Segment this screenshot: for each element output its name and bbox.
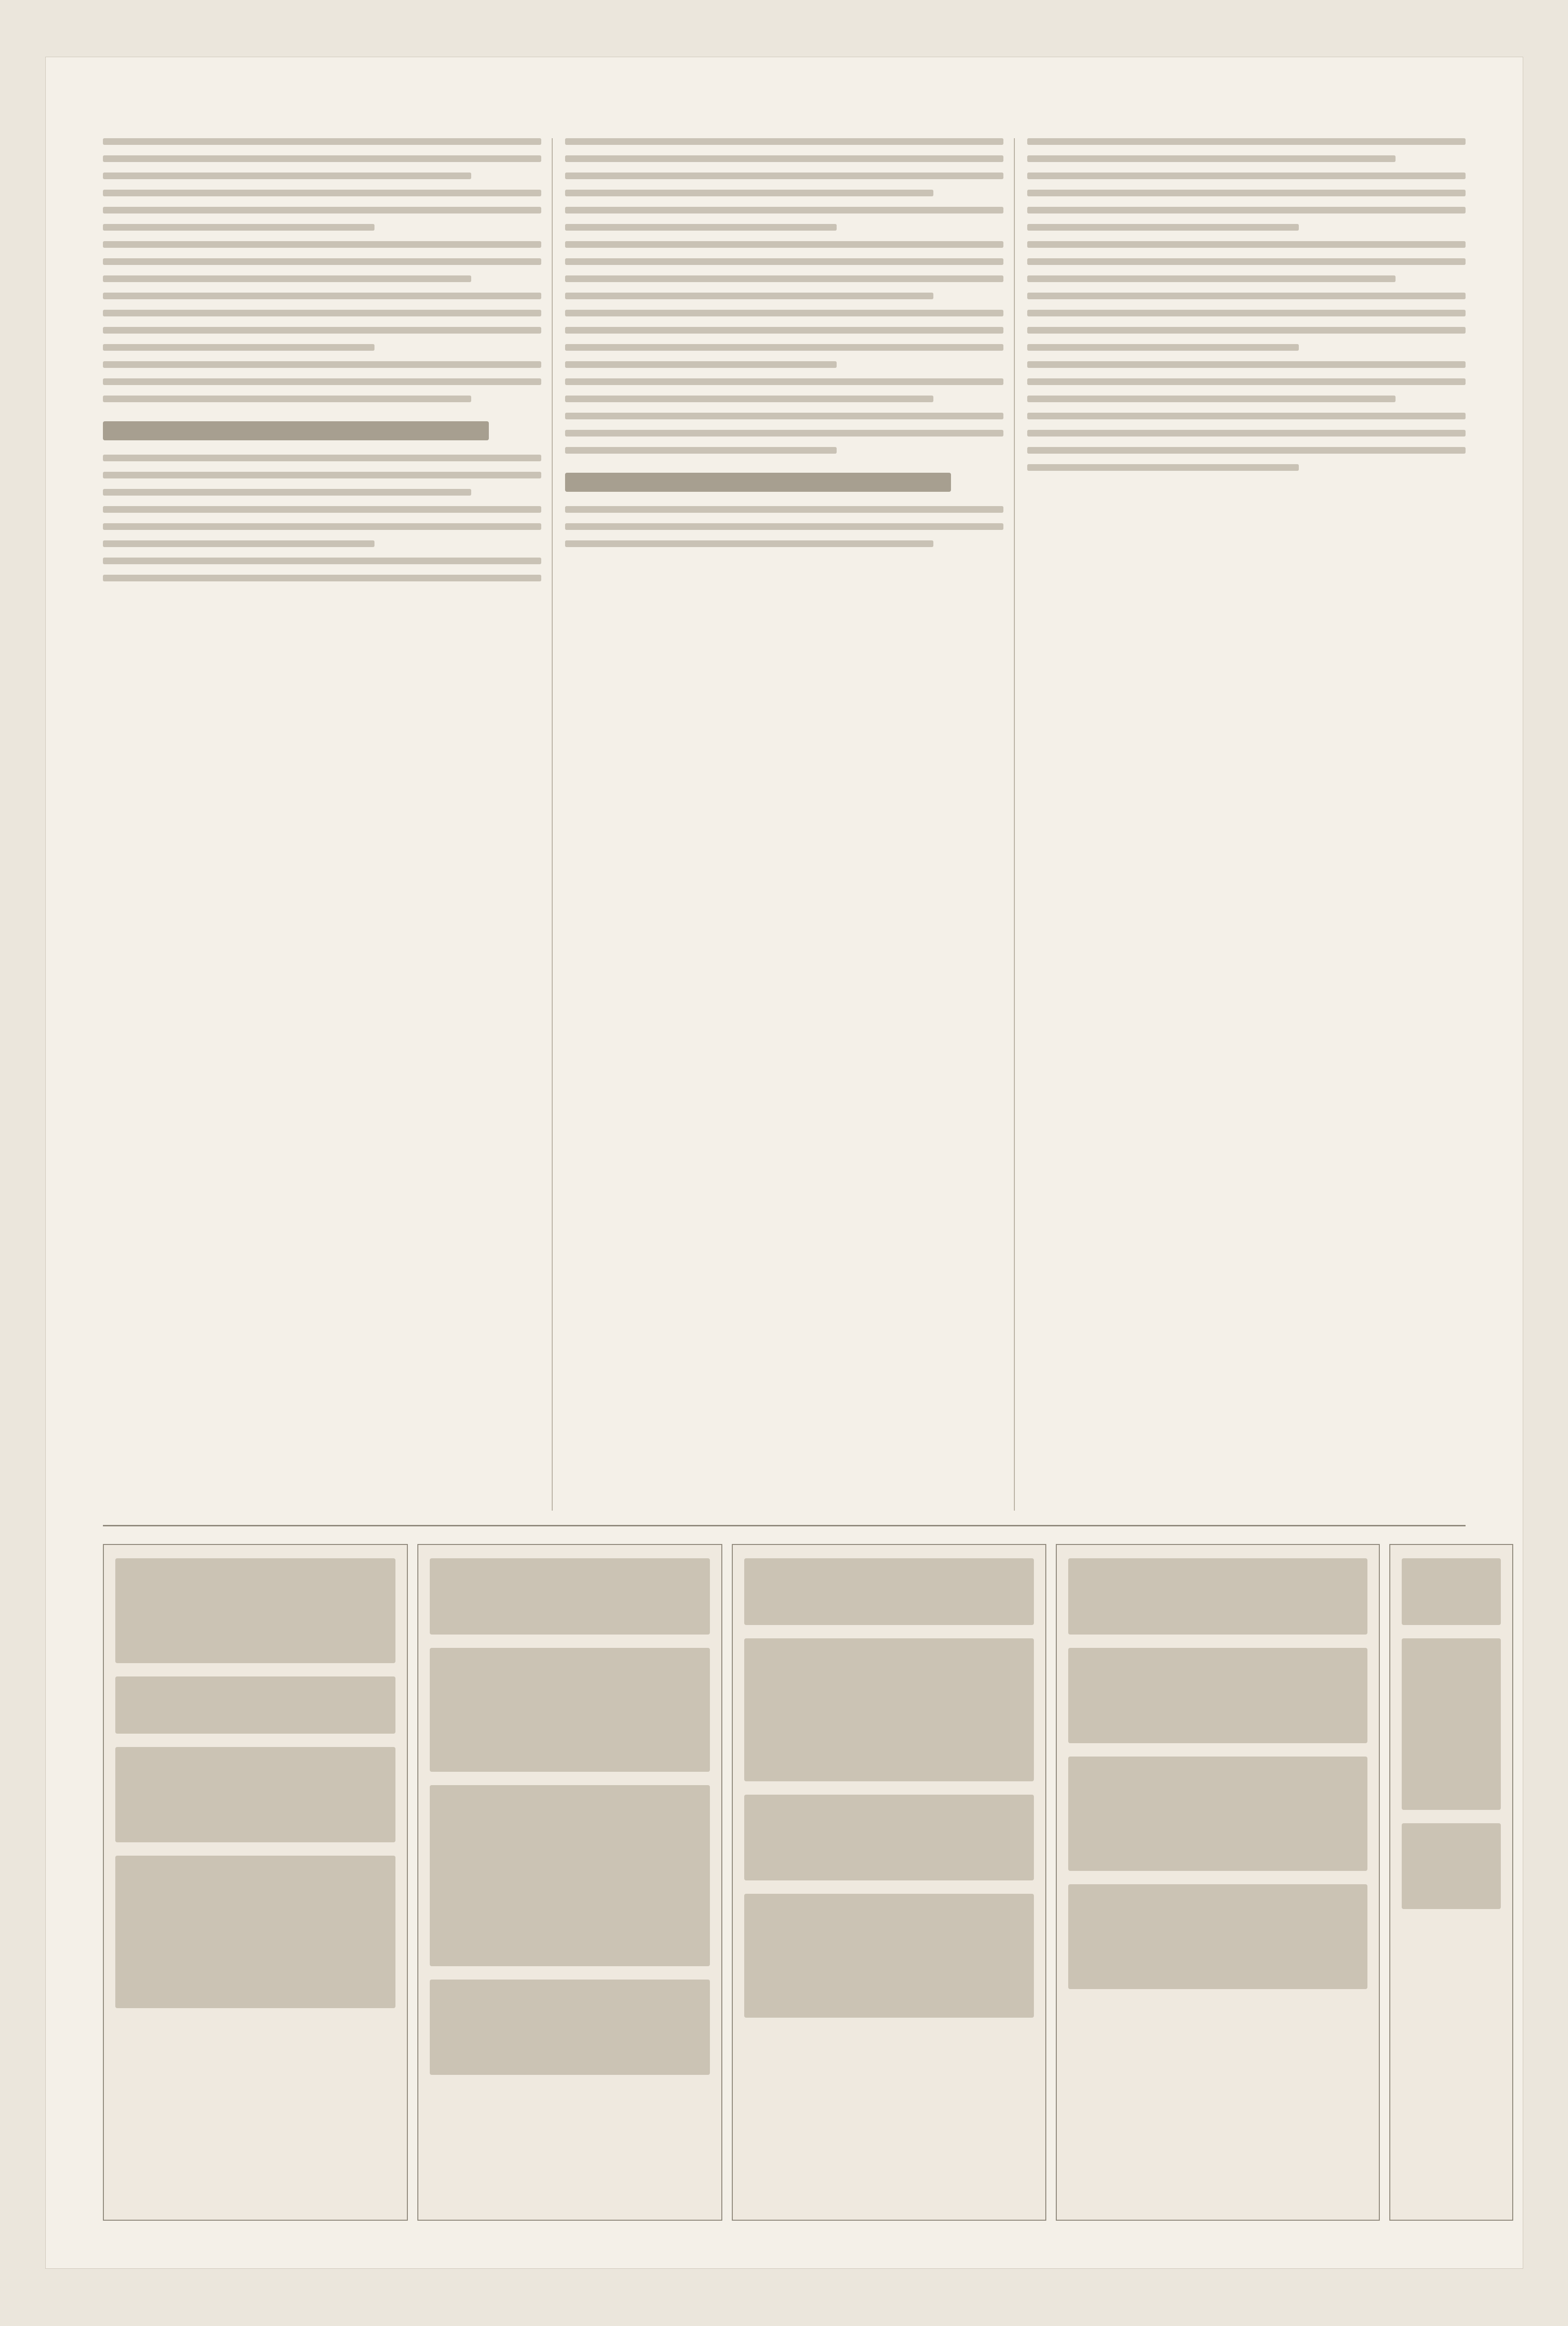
- text-column-left: [103, 138, 541, 1511]
- advertisement: [1056, 1544, 1380, 2221]
- column-divider: [1014, 138, 1015, 1511]
- advertisement: [417, 1544, 722, 2221]
- ads-divider: [103, 1525, 1466, 1526]
- advertisement: [103, 1544, 408, 2221]
- column-divider: [552, 138, 553, 1511]
- text-column-right: [1027, 138, 1466, 1511]
- article-heading-placeholder: [565, 473, 951, 492]
- article-heading-placeholder: [103, 421, 489, 440]
- advertisement: [1389, 1544, 1513, 2221]
- newspaper-page: [46, 57, 1523, 2268]
- advertisement: [732, 1544, 1046, 2221]
- text-column-center: [565, 138, 1003, 1511]
